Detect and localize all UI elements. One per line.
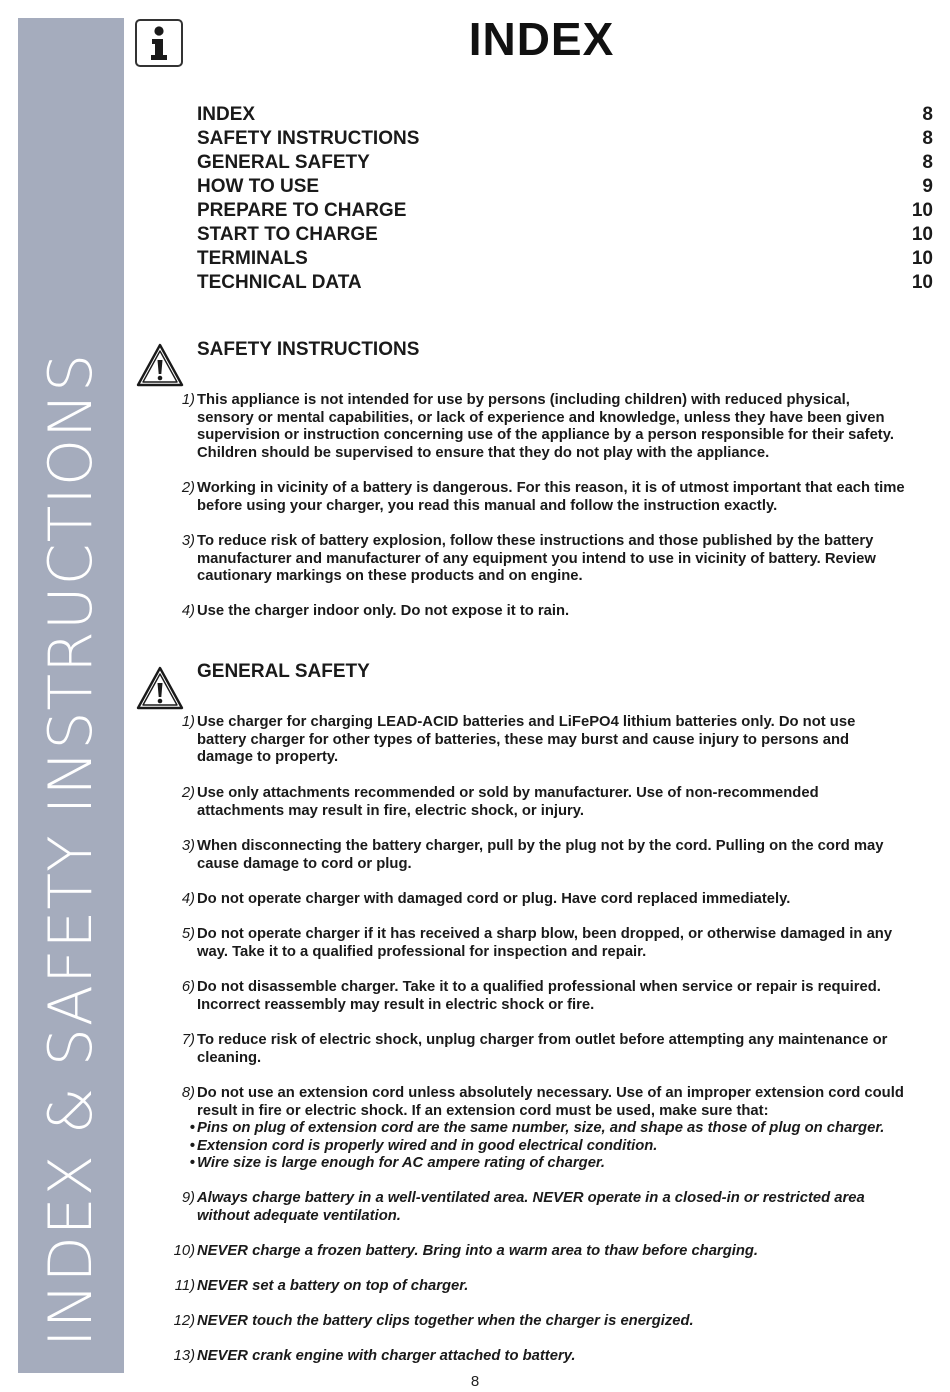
bullet-text: Extension cord is properly wired and in good electrical condition. — [197, 1137, 658, 1154]
toc-row[interactable] — [197, 272, 933, 296]
item-number: 10) — [173, 1243, 195, 1259]
bullet-item: • Extension cord is properly wired and in good electrical condition. — [189, 1137, 658, 1154]
toc-page: 10 — [911, 200, 933, 221]
toc-row[interactable] — [197, 224, 933, 248]
item-number: 8) — [181, 1085, 195, 1101]
list-item — [181, 891, 907, 909]
page-title: INDEX — [468, 13, 615, 65]
toc-label: START TO CHARGE — [197, 224, 378, 245]
item-text: NEVER crank engine with charger attached to battery. — [197, 1348, 576, 1364]
item-text: Always charge battery in a well-ventilated area. NEVER operate in a closed-in or restricted area without adequate ventilation. — [197, 1190, 865, 1224]
bullet-item: • Pins on plug of extension cord are the same number, size, and shape as those of plug on charger. — [189, 1120, 885, 1137]
item-text: NEVER set a battery on top of charger. — [197, 1278, 469, 1294]
toc-label: PREPARE TO CHARGE — [197, 200, 407, 221]
item-text: To reduce risk of battery explosion, follow these instructions and those published by the battery manufacturer and manufacturer of any equipment you intend to use in vicinity of battery. Review cautionary markings on these products and on engine. — [197, 533, 876, 585]
item-number: 2) — [181, 785, 195, 801]
warning-triangle-icon — [135, 665, 185, 711]
section-title-safety: SAFETY INSTRUCTIONS — [197, 339, 420, 360]
item-number: 13) — [173, 1348, 195, 1364]
item-text: Working in vicinity of a battery is dangerous. For this reason, it is of utmost important that each time before using your charger, you read this manual and follow the instruction exactly. — [197, 480, 905, 514]
bullet-item: • Wire size is large enough for AC ampere rating of charger. — [189, 1155, 605, 1172]
item-text: When disconnecting the battery charger, pull by the plug not by the cord. Pulling on the cord may cause damage to cord or plug. — [197, 838, 884, 872]
item-number: 2) — [181, 480, 195, 496]
item-text: Use charger for charging LEAD-ACID batteries and LiFePO4 lithium batteries only. Do not use battery charger for other types of batteries, these may burst and cause injury to persons and damage to property. — [197, 714, 856, 766]
toc-page: 8 — [922, 104, 933, 125]
item-text: Do not disassemble charger. Take it to a qualified professional when service or repair is required. Incorrect reassembly may result in electric shock or fire. — [197, 979, 881, 1013]
item-text: Do not operate charger if it has received a sharp blow, been dropped, or otherwise damaged in any way. Take it to a qualified professional for inspection and repair. — [197, 926, 893, 960]
item-text: Use only attachments recommended or sold by manufacturer. Use of non-recommended attachments may result in fire, electric shock, or injury. — [197, 785, 819, 819]
toc-label: SAFETY INSTRUCTIONS — [197, 128, 420, 149]
list-item — [181, 926, 907, 961]
toc-row[interactable] — [197, 248, 933, 272]
list-item — [181, 1085, 917, 1173]
item-number: 12) — [173, 1313, 195, 1329]
list-item — [181, 714, 907, 767]
section-title-general: GENERAL SAFETY — [197, 661, 370, 682]
toc-page: 10 — [911, 272, 933, 293]
toc-row[interactable] — [197, 152, 933, 176]
toc-label: HOW TO USE — [197, 176, 320, 197]
toc-label: TERMINALS — [197, 248, 308, 269]
item-text: This appliance is not intended for use by persons (including children) with reduced physical, sensory or mental capabilities, or lack of experience and knowledge, unless they have been given supervision or instruction concerning use of the appliance by a person responsible for their safety. Children should be supervised to ensure that they do not play with the appliance. — [197, 392, 894, 461]
item-number: 4) — [181, 603, 195, 619]
list-item — [181, 603, 907, 621]
item-text: NEVER charge a frozen battery. Bring into a warm area to thaw before charging. — [197, 1243, 759, 1259]
toc-row[interactable] — [197, 176, 933, 200]
item-number: 3) — [181, 838, 195, 854]
list-item — [181, 480, 907, 515]
list-item — [181, 392, 907, 462]
toc-label: INDEX — [197, 104, 256, 125]
list-item — [181, 979, 907, 1014]
toc-page: 8 — [922, 152, 933, 173]
item-number: 11) — [174, 1278, 195, 1294]
toc-label: TECHNICAL DATA — [197, 272, 362, 293]
toc-row[interactable] — [197, 200, 933, 224]
item-text: NEVER touch the battery clips together when the charger is energized. — [197, 1313, 694, 1329]
item-number: 4) — [181, 891, 195, 907]
list-item — [181, 1190, 907, 1225]
item-text: Do not operate charger with damaged cord or plug. Have cord replaced immediately. — [197, 891, 791, 907]
toc-page: 10 — [911, 224, 933, 245]
toc-page: 9 — [922, 176, 933, 197]
item-number: 5) — [181, 926, 195, 942]
item-number: 9) — [181, 1190, 195, 1206]
item-number: 1) — [181, 714, 195, 730]
toc-label: GENERAL SAFETY — [197, 152, 370, 173]
bullet-text: Wire size is large enough for AC ampere rating of charger. — [197, 1155, 605, 1172]
warning-triangle-icon — [135, 342, 185, 388]
item-text: Use the charger indoor only. Do not expose it to rain. — [197, 603, 570, 619]
list-item — [174, 1278, 907, 1296]
bullet-text: Pins on plug of extension cord are the same number, size, and shape as those of plug on charger. — [197, 1120, 885, 1137]
table-of-contents — [197, 104, 933, 296]
item-text: Do not use an extension cord unless absolutely necessary. Use of an improper extension cord could result in fire or electric shock. If an extension cord must be used, make sure that: — [197, 1085, 904, 1119]
item-number: 3) — [181, 533, 195, 549]
toc-page: 8 — [922, 128, 933, 149]
page-number: 8 — [470, 1373, 480, 1390]
list-item — [173, 1243, 907, 1261]
item-number: 1) — [181, 392, 195, 408]
list-item — [173, 1348, 907, 1366]
sidebar-label: INDEX & SAFETY INSTRUCTIONS — [36, 352, 106, 1347]
list-item — [181, 533, 907, 586]
item-text: To reduce risk of electric shock, unplug charger from outlet before attempting any maintenance or cleaning. — [197, 1032, 888, 1066]
list-item — [173, 1313, 907, 1331]
list-item — [181, 1032, 907, 1067]
toc-page: 10 — [911, 248, 933, 269]
toc-row[interactable] — [197, 128, 933, 152]
list-item — [181, 785, 907, 820]
item-number: 7) — [181, 1032, 195, 1048]
toc-row[interactable] — [197, 104, 933, 128]
list-item — [181, 838, 907, 873]
item-number: 6) — [181, 979, 195, 995]
